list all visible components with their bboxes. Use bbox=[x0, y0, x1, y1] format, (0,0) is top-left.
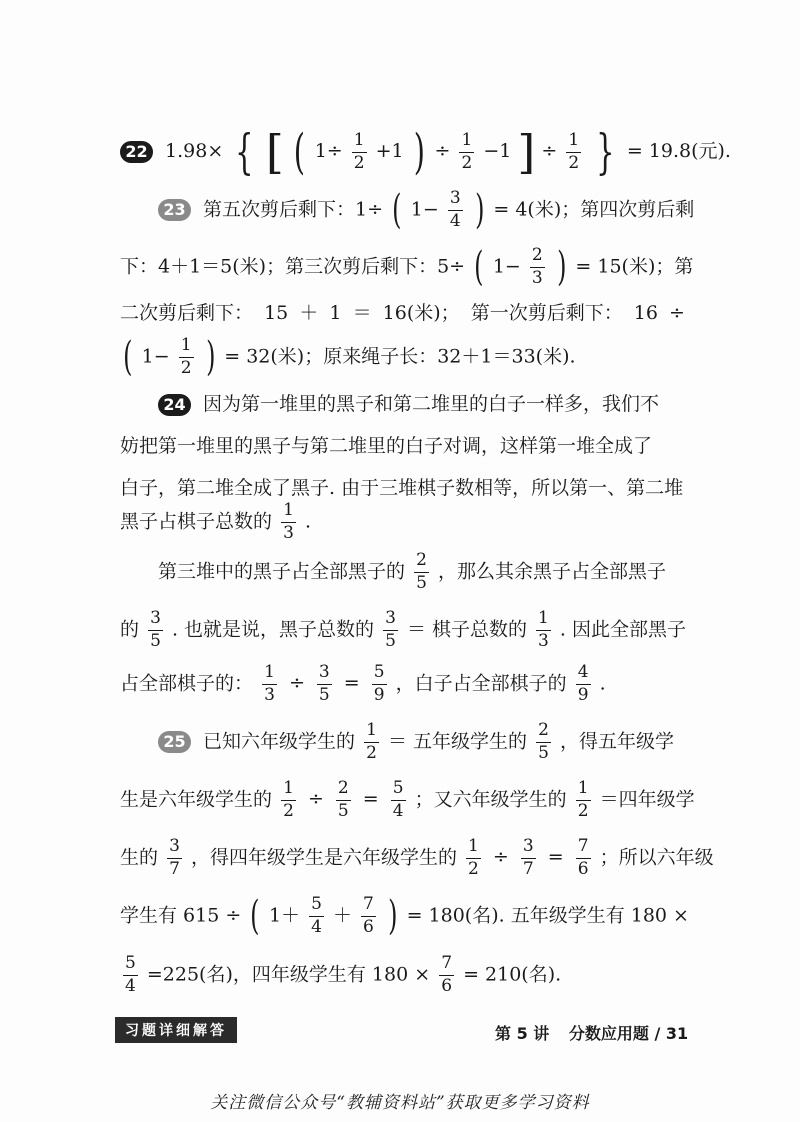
fraction: $\frac{3}{5}$ bbox=[385, 608, 396, 651]
text: 二次剪后剩下： bbox=[120, 302, 254, 324]
fraction: $\frac{1}{2}$ bbox=[366, 720, 377, 763]
text: ；又六年级学生的 bbox=[414, 788, 567, 811]
text: . bbox=[599, 672, 606, 695]
problem-24-line-2 bbox=[120, 437, 685, 456]
lecture-number: 第 5 讲 bbox=[495, 1024, 550, 1043]
page-number: / 31 bbox=[654, 1024, 689, 1043]
text: =225(名)，四年级学生有 180 × bbox=[146, 963, 431, 986]
close-paren: ) bbox=[205, 334, 216, 381]
close-paren: ) bbox=[413, 124, 425, 180]
text: 第一次剪后剩下： bbox=[470, 302, 623, 324]
problem-23-line-4 bbox=[120, 334, 685, 381]
bottom-promo-note: 关注微信公众号“教辅资料站”获取更多学习资料 bbox=[210, 1093, 590, 1113]
text: ÷ bbox=[434, 140, 451, 162]
text: = bbox=[547, 846, 564, 869]
open-bracket: [ bbox=[265, 125, 284, 179]
text: ＝四年级学 bbox=[599, 788, 695, 811]
fraction: $\frac{5}{4}$ bbox=[311, 894, 322, 937]
close-brace: } bbox=[596, 124, 615, 180]
fraction: $\frac{5}{9}$ bbox=[373, 662, 385, 705]
text: = bbox=[362, 788, 379, 811]
problem-24-line-7 bbox=[120, 664, 685, 705]
text: = bbox=[343, 672, 360, 695]
fraction: $\frac{7}{6}$ bbox=[577, 836, 589, 879]
text: ÷ bbox=[492, 846, 509, 869]
problem-22-line-1 bbox=[120, 124, 731, 180]
fraction: $\frac{1}{3}$ bbox=[283, 500, 294, 543]
text: ，白子占全部棋子的 bbox=[395, 672, 567, 695]
text: ÷ bbox=[288, 672, 305, 695]
problem-25-line-5 bbox=[120, 955, 685, 996]
fraction: $\frac{1}{2}$ bbox=[353, 129, 365, 173]
text: 第五次剪后剩下：1÷ bbox=[203, 198, 384, 221]
fraction: $\frac{4}{9}$ bbox=[577, 662, 589, 705]
close-paren: ) bbox=[474, 187, 485, 234]
open-paren: ( bbox=[293, 124, 305, 180]
text: 15 bbox=[264, 302, 289, 324]
text: 占全部棋子的： bbox=[120, 672, 254, 695]
text: ÷ bbox=[307, 788, 324, 811]
fraction: $\frac{3}{5}$ bbox=[318, 662, 330, 705]
text: . 因此全部黑子 bbox=[559, 618, 687, 641]
text: ÷ bbox=[669, 302, 685, 324]
open-paren: ( bbox=[392, 187, 402, 234]
text: ＋ bbox=[332, 904, 352, 927]
fraction: $\frac{1}{2}$ bbox=[180, 335, 192, 378]
problem-25-line-1 bbox=[158, 722, 685, 763]
open-paren: ( bbox=[123, 334, 133, 381]
problem-24-line-1 bbox=[158, 394, 685, 416]
text: +1 bbox=[375, 140, 404, 162]
problem-25-line-2 bbox=[120, 778, 695, 821]
problem-24-line-3 bbox=[120, 479, 685, 498]
text: 1− bbox=[492, 255, 521, 278]
fraction: $\frac{3}{7}$ bbox=[169, 836, 180, 879]
text: = 15(米)；第 bbox=[575, 255, 694, 278]
fraction: $\frac{2}{5}$ bbox=[538, 720, 549, 763]
text: ＝ bbox=[352, 302, 372, 324]
footer-page-info bbox=[495, 1021, 688, 1044]
problem-24-number-badge: 24 bbox=[158, 394, 191, 416]
text: 妨把第一堆里的黑子与第二堆里的白子对调，这样第一堆全成了 bbox=[120, 435, 653, 457]
problem-23-number-badge: 23 bbox=[158, 199, 191, 221]
text: 下：4＋1＝5(米)；第三次剪后剩下：5÷ bbox=[120, 255, 466, 278]
problem-25-line-4 bbox=[120, 893, 689, 940]
text: 生是六年级学生的 bbox=[120, 788, 273, 811]
text: 1÷ bbox=[314, 140, 343, 162]
close-paren: ) bbox=[556, 244, 567, 291]
problem-24-line-4 bbox=[120, 502, 685, 543]
text: ，得四年级学生是六年级学生的 bbox=[190, 846, 457, 869]
footer-section-label: 习题详细解答 bbox=[115, 1017, 237, 1043]
close-bracket: ] bbox=[517, 125, 536, 179]
problem-24-line-6 bbox=[120, 610, 685, 651]
text: = 180(名). 五年级学生有 180 × bbox=[406, 904, 689, 927]
text: 因为第一堆里的黑子和第二堆里的白子一样多，我们不 bbox=[203, 393, 660, 415]
text: −1 bbox=[483, 140, 512, 162]
text: 1− bbox=[141, 345, 170, 368]
fraction: $\frac{1}{3}$ bbox=[264, 662, 275, 705]
text: = 4(米)；第四次剪后剩 bbox=[493, 198, 695, 221]
fraction: $\frac{1}{2}$ bbox=[468, 836, 479, 879]
open-brace: { bbox=[235, 124, 254, 180]
text: 1.98× bbox=[165, 140, 224, 162]
text: ÷ bbox=[541, 140, 558, 162]
text: ＝ 五年级学生的 bbox=[387, 730, 528, 753]
text: 黑子占棋子总数的 bbox=[120, 510, 273, 533]
fraction: $\frac{5}{4}$ bbox=[125, 953, 136, 996]
text: 第三堆中的黑子占全部黑子的 bbox=[158, 560, 406, 583]
text: . 也就是说，黑子总数的 bbox=[171, 618, 375, 641]
text: 生的 bbox=[120, 846, 159, 869]
problem-23-line-2 bbox=[120, 244, 694, 291]
text: 1 bbox=[329, 302, 342, 324]
text: 1＋ bbox=[268, 904, 301, 927]
problem-25-line-3 bbox=[120, 836, 714, 879]
text: 已知六年级学生的 bbox=[203, 730, 356, 753]
fraction: $\frac{3}{5}$ bbox=[150, 608, 161, 651]
fraction: $\frac{1}{2}$ bbox=[577, 778, 589, 821]
text: 16(米)； bbox=[382, 302, 460, 324]
text: ，得五年级学 bbox=[559, 730, 674, 753]
text: = 19.8(元). bbox=[626, 140, 731, 162]
problem-23-line-1 bbox=[158, 187, 695, 234]
fraction: $\frac{1}{2}$ bbox=[461, 129, 473, 173]
text: = 32(米)；原来绳子长：32＋1＝33(米). bbox=[224, 345, 576, 368]
problem-24-line-5 bbox=[158, 552, 685, 593]
fraction: $\frac{1}{2}$ bbox=[568, 129, 580, 173]
close-paren: ) bbox=[388, 893, 398, 940]
fraction: $\frac{3}{7}$ bbox=[522, 836, 534, 879]
fraction: $\frac{3}{4}$ bbox=[449, 188, 461, 231]
text: 的 bbox=[120, 618, 140, 641]
fraction: $\frac{2}{5}$ bbox=[416, 550, 427, 593]
fraction: $\frac{7}{6}$ bbox=[441, 953, 453, 996]
text: ＝ 棋子总数的 bbox=[406, 618, 527, 641]
text: 16 bbox=[633, 302, 658, 324]
problem-23-line-3 bbox=[120, 304, 685, 323]
open-paren: ( bbox=[474, 244, 484, 291]
chapter-topic: 分数应用题 bbox=[568, 1024, 649, 1043]
text: ，那么其余黑子占全部黑子 bbox=[437, 560, 666, 583]
fraction: $\frac{7}{6}$ bbox=[363, 894, 374, 937]
problem-25-number-badge: 25 bbox=[158, 731, 191, 753]
open-paren: ( bbox=[250, 893, 260, 940]
fraction: $\frac{1}{2}$ bbox=[283, 778, 294, 821]
fraction: $\frac{5}{4}$ bbox=[392, 778, 404, 821]
text: ；所以六年级 bbox=[599, 846, 714, 869]
fraction: $\frac{2}{3}$ bbox=[531, 245, 543, 288]
text: 白子，第二堆全成了黑子. 由于三堆棋子数相等，所以第一、第二堆 bbox=[120, 477, 684, 499]
text: 1− bbox=[410, 198, 439, 221]
fraction: $\frac{1}{3}$ bbox=[538, 608, 549, 651]
text: 学生有 615 ÷ bbox=[120, 904, 242, 927]
text: ＋ bbox=[299, 302, 319, 324]
text: . bbox=[304, 510, 311, 533]
text: = 210(名). bbox=[463, 963, 562, 986]
fraction: $\frac{2}{5}$ bbox=[337, 778, 349, 821]
problem-22-number-badge: 22 bbox=[120, 141, 153, 163]
